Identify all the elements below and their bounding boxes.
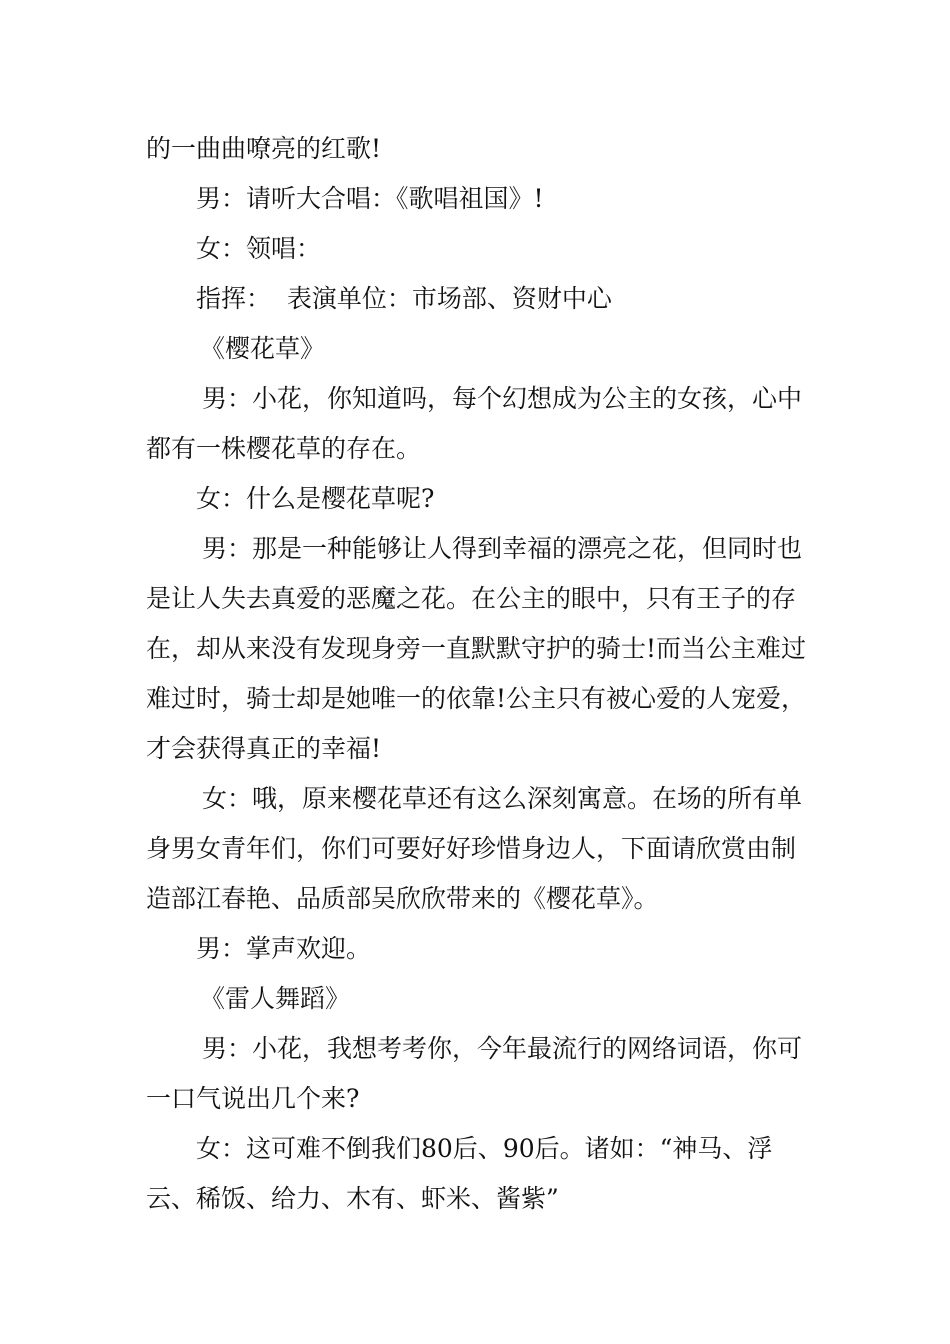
- paragraph: 的一曲曲嘹亮的红歌!: [146, 134, 382, 163]
- section-title: 《樱花草》: [200, 334, 326, 363]
- paragraph: 指挥： 表演单位：市场部、资财中心: [196, 284, 612, 313]
- paragraph: 女：这可难不倒我们80后、90后。诸如：“神马、浮云、稀饭、给力、木有、虾米、酱紫”: [146, 1134, 773, 1213]
- paragraph: 女：领唱：: [196, 234, 322, 263]
- paragraph: 男：那是一种能够让人得到幸福的漂亮之花，但同时也是让人失去真爱的恶魔之花。在公主的眼中，只有王子的存在，却从来没有发现身旁一直默默守护的骑士!而当公主难过难过时，骑士却是她唯一的依靠!公主只有被心爱的人宠爱，才会获得真正的幸福!: [146, 534, 807, 763]
- paragraph: 女：哦，原来樱花草还有这么深刻寓意。在场的所有单身男女青年们，你们可要好好珍惜身边人，下面请欣赏由制造部江春艳、品质部吴欣欣带来的《樱花草》。: [146, 784, 803, 913]
- paragraph: 男：请听大合唱：《歌唱祖国》!: [196, 184, 544, 213]
- paragraph: 女：什么是樱花草呢?: [196, 484, 435, 513]
- document-body: [146, 124, 810, 1224]
- paragraph: 男：小花，你知道吗，每个幻想成为公主的女孩，心中都有一株樱花草的存在。: [146, 384, 803, 463]
- paragraph: 男：小花，我想考考你，今年最流行的网络词语，你可一口气说出几个来?: [146, 1034, 803, 1113]
- section-title: 《雷人舞蹈》: [200, 984, 351, 1013]
- paragraph: 男：掌声欢迎。: [196, 934, 372, 963]
